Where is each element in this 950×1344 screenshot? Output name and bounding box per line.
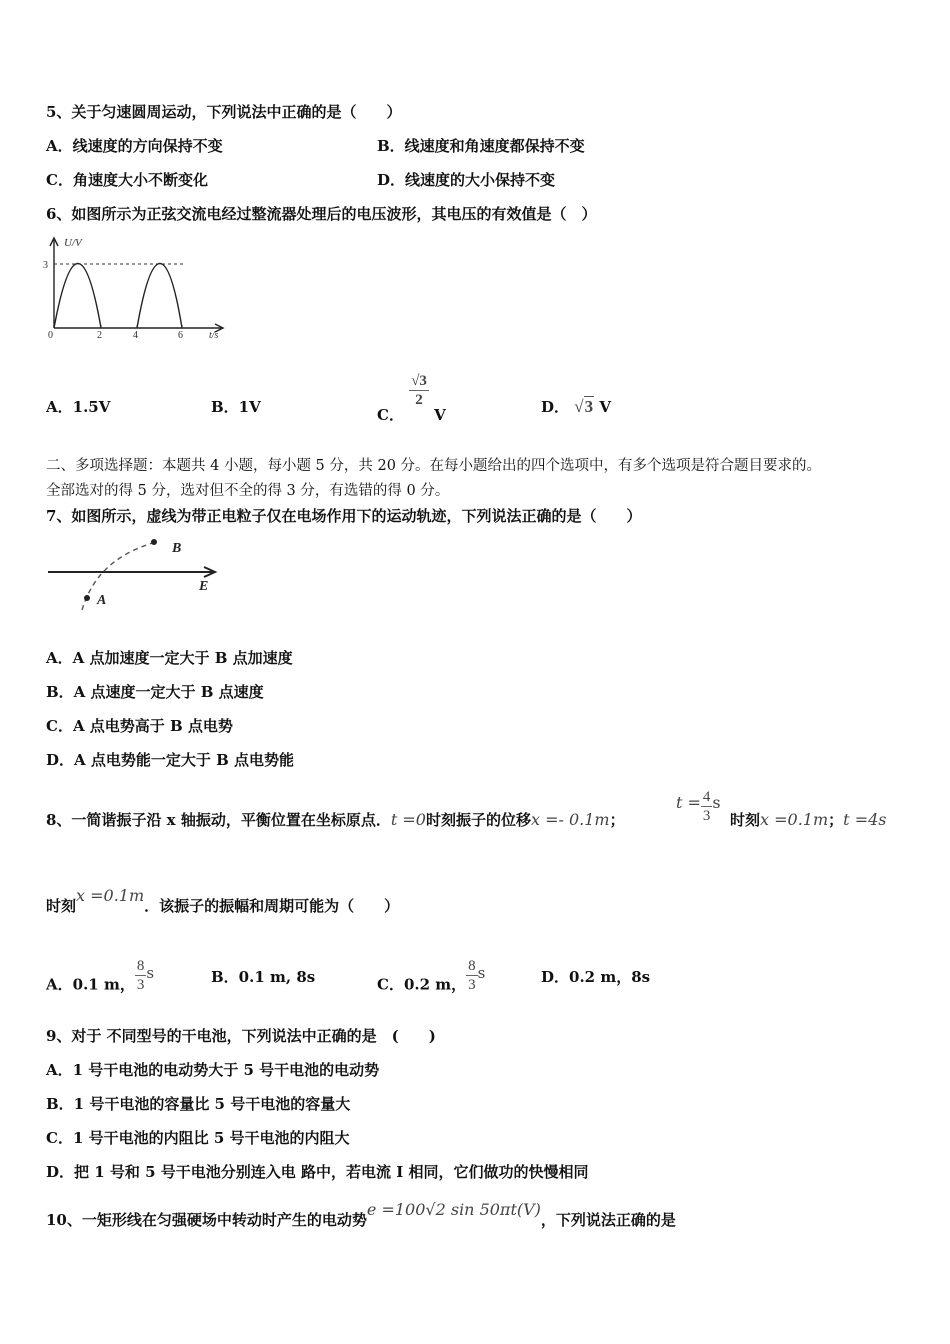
q6-option-c-fraction (409, 372, 429, 409)
q8-math-t-unit: s (712, 792, 721, 812)
point-b-dot (151, 539, 157, 545)
q6-option-c-numerator: √3 (411, 373, 427, 389)
point-a-label: A (97, 593, 107, 608)
q7-stem: 7、如图所示，虚线为带正电粒子仅在电场作用下的运动轨迹，下列说法正确的是（ ） (46, 507, 642, 525)
q8-math-x3: x =0.1m (76, 886, 145, 905)
q6-option-d-prefix: D． (541, 398, 570, 416)
q8-sep1: ； (609, 811, 625, 829)
y-peak-label: 3 (43, 260, 48, 271)
q9-option-c[interactable]: C．1 号干电池的内阻比 5 号干电池的内阻大 (46, 1129, 350, 1147)
q8-stem-part3: 时刻 (730, 811, 761, 829)
q6-option-c-unit: V (434, 405, 446, 424)
q8-math-x1: x =- 0.1m (530, 810, 610, 829)
q8-stem-line1 (46, 810, 625, 830)
q8-option-a[interactable] (46, 958, 155, 1004)
q8-math-t0: t =0 (390, 810, 426, 829)
q6-option-d-sqrt: √3 (574, 397, 594, 416)
origin-label: 0 (48, 330, 53, 341)
q6-voltage-graph (40, 232, 230, 344)
q8-line2-suffix: ．该振子的振幅和周期可能为（ ） (144, 897, 400, 915)
half-wave-2 (137, 264, 182, 329)
q8-math-t-prefix: t = (676, 792, 701, 812)
q5-option-c[interactable]: C．角速度大小不断变化 (46, 171, 208, 189)
q6-stem: 6、如图所示为正弦交流电经过整流器处理后的电压波形，其电压的有效值是（ ） (46, 205, 597, 223)
q8-option-a-fraction (135, 957, 147, 994)
q10-stem-part2: ，下列说法正确的是 (540, 1211, 676, 1229)
q6-option-d-unit: V (599, 398, 611, 416)
q5-option-d[interactable]: D．线速度的大小保持不变 (377, 171, 556, 189)
q10-math-emf: e =100√2 sin 50πt(V) (366, 1200, 541, 1219)
section2-heading-line2: 全部选对的得 5 分，选对但不全的得 3 分，有选错的得 0 分。 (46, 483, 450, 499)
q7-option-c[interactable]: C．A 点电势高于 B 点电势 (46, 717, 233, 735)
q9-stem: 9、对于 不同型号的干电池，下列说法中正确的是 ( ) (46, 1027, 436, 1045)
q7-option-b[interactable]: B．A 点速度一定大于 B 点速度 (46, 683, 264, 701)
x-tick-6: 6 (178, 330, 183, 341)
q8-stem-line2 (46, 886, 400, 916)
q6-option-c-prefix: C． (377, 405, 404, 424)
q6-option-d[interactable] (541, 397, 611, 417)
q8-sep2: ； (828, 811, 844, 829)
q8-fraction-num: 4 (702, 789, 711, 805)
q8-option-c-unit: s (477, 963, 486, 982)
q8-option-c-prefix: C．0.2 m， (377, 975, 467, 994)
half-wave-1 (54, 264, 101, 329)
q8-fraction-den: 3 (702, 808, 711, 824)
q5-option-b[interactable]: B．线速度和角速度都保持不变 (377, 137, 585, 155)
q8-option-a-num: 8 (136, 958, 145, 974)
q6-option-a[interactable]: A．1.5V (46, 398, 111, 416)
q8-option-c-fraction (466, 957, 478, 994)
q8-option-c[interactable] (377, 958, 486, 1004)
q8-stem-line1-tail (730, 810, 886, 830)
section2-heading-line1: 二、多项选择题：本题共 4 小题，每小题 5 分，共 20 分。在每小题给出的四个选项中，有多个选项是符合题目要求的。 (46, 458, 822, 474)
q8-math-x2: x =0.1m (760, 810, 829, 829)
q6-option-c[interactable] (377, 372, 446, 424)
q9-option-d[interactable]: D．把 1 号和 5 号干电池分别连入电 路中，若电流 I 相同，它们做功的快慢相同 (46, 1163, 589, 1181)
q8-option-b[interactable]: B．0.1 m, 8s (211, 968, 316, 986)
x-tick-4: 4 (133, 330, 138, 341)
q8-option-c-den: 3 (468, 977, 476, 993)
q5-option-a[interactable]: A．线速度的方向保持不变 (46, 137, 223, 155)
x-tick-2: 2 (97, 330, 102, 341)
q8-stem-part1: 8、一简谐振子沿 x 轴振动，平衡位置在坐标原点． (46, 811, 391, 829)
q8-option-c-num: 8 (468, 958, 476, 974)
q10-stem (46, 1200, 676, 1230)
q6-option-d-radicand: 3 (584, 397, 594, 416)
field-label: E (199, 579, 209, 594)
point-b-label: B (172, 541, 182, 556)
q8-option-a-unit: s (146, 963, 155, 982)
q6-option-b[interactable]: B．1V (211, 398, 261, 416)
x-axis-label: t/s (209, 330, 219, 341)
q7-option-d[interactable]: D．A 点电势能一定大于 B 点电势能 (46, 751, 294, 769)
q8-option-a-prefix: A．0.1 m， (46, 975, 135, 994)
q7-field-figure (44, 532, 224, 614)
q9-option-a[interactable]: A．1 号干电池的电动势大于 5 号干电池的电动势 (46, 1061, 380, 1079)
q8-line2-prefix: 时刻 (46, 897, 77, 915)
q9-option-b[interactable]: B．1 号干电池的容量比 5 号干电池的容量大 (46, 1095, 351, 1113)
trajectory (82, 542, 156, 610)
q5-stem: 5、关于匀速圆周运动，下列说法中正确的是（ ） (46, 103, 402, 121)
q8-fraction-4-3 (701, 788, 713, 825)
q8-math-t4: t =4s (843, 810, 887, 829)
y-axis-label: U/V (64, 237, 82, 249)
q8-option-d[interactable]: D．0.2 m，8s (541, 968, 651, 986)
q7-option-a[interactable]: A．A 点加速度一定大于 B 点加速度 (46, 649, 293, 667)
q8-option-a-den: 3 (136, 977, 145, 993)
q8-math-t-fraction (676, 784, 721, 824)
q8-stem-part2: 时刻振子的位移 (425, 811, 531, 829)
q6-option-c-denominator: 2 (415, 392, 423, 408)
q10-stem-part1: 10、一矩形线在匀强硬场中转动时产生的电动势 (46, 1211, 367, 1229)
point-a-dot (84, 595, 90, 601)
